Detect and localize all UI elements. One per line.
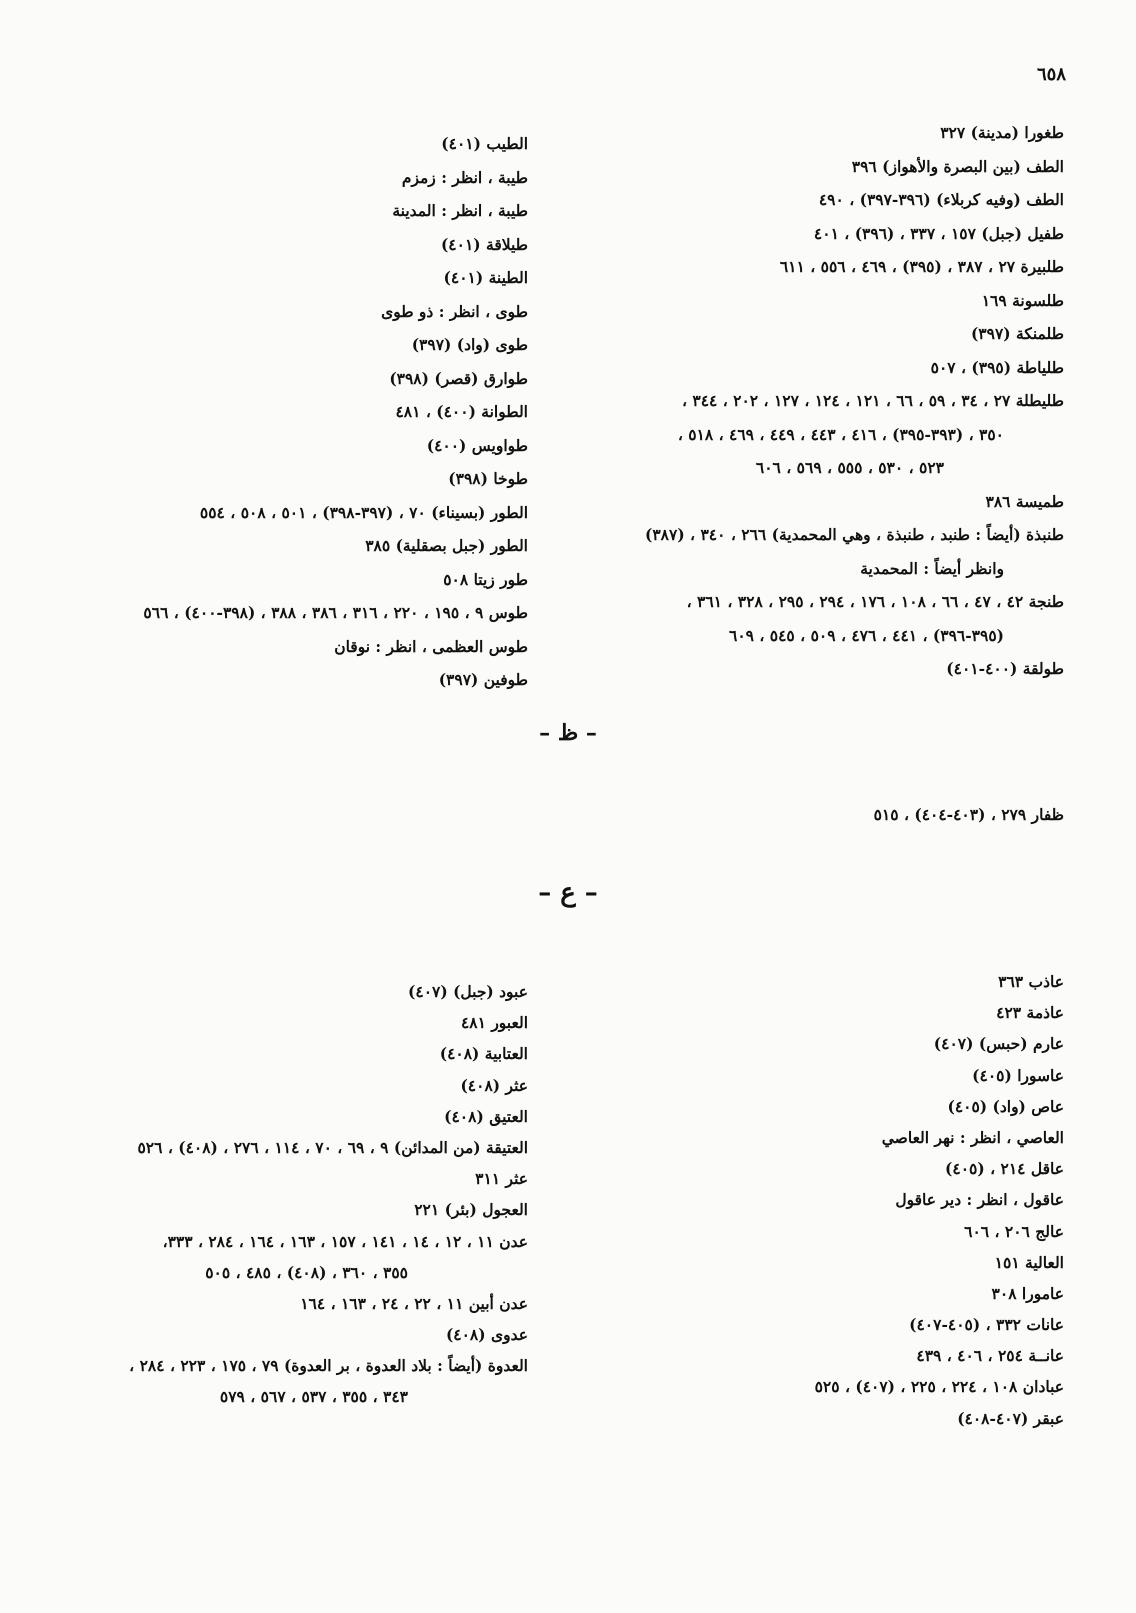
index-entry: عثر (٤٠٨)	[460, 1075, 528, 1095]
index-entry: طوارق (قصر) (٣٩٨)	[389, 368, 528, 388]
index-entry: عدن ١١ ، ١٢ ، ١٤ ، ١٤١ ، ١٥٧ ، ١٦٣ ، ١٦٤ ، ٢٨٤ ، ٣٣٣،	[162, 1231, 528, 1251]
index-entry: عارم (حبس) (٤٠٧)	[933, 1034, 1064, 1054]
index-entry-continuation: ٣٤٣ ، ٣٥٥ ، ٥٣٧ ، ٥٦٧ ، ٥٧٩	[219, 1387, 408, 1407]
index-entry: طغورا (مدينة) ٣٢٧	[940, 123, 1064, 142]
index-entry: طيلاقة (٤٠١)	[440, 234, 528, 254]
index-entry: عانات ٣٣٢ ، (٤٠٥-٤٠٧)	[909, 1315, 1064, 1335]
index-entry: طلبيرة ٢٧ ، ٣٨٧ ، (٣٩٥) ، ٤٦٩ ، ٥٥٦ ، ٦١١	[779, 257, 1064, 276]
index-entry: عاقول ، انظر : دير عاقول	[895, 1190, 1064, 1210]
index-column-ain-left	[48, 976, 528, 1413]
index-entry: عاذمة ٤٢٣	[996, 1003, 1064, 1023]
index-entry: الطيب (٤٠١)	[441, 134, 528, 153]
index-entry: العبور ٤٨١	[460, 1013, 528, 1033]
index-entry: عانــة ٢٥٤ ، ٤٠٦ ، ٤٣٩	[916, 1346, 1064, 1366]
index-entry: عاقل ٢١٤ ، (٤٠٥)	[945, 1159, 1064, 1179]
index-entry: الطف (بين البصرة والأهواز) ٣٩٦	[851, 156, 1064, 176]
index-entry: عبقر (٤٠٧-٤٠٨)	[957, 1408, 1064, 1428]
index-column-za	[584, 800, 1064, 830]
index-entry: طولقة (٤٠٠-٤٠١)	[946, 659, 1064, 678]
index-entry-continuation: ٥٢٣ ، ٥٣٠ ، ٥٥٥ ، ٥٦٩ ، ٦٠٦	[755, 458, 944, 477]
index-entry: العجول (بئر) ٢٢١	[414, 1200, 528, 1220]
index-entry: طواويس (٤٠٠)	[426, 435, 528, 455]
index-entry: طلسونة ١٦٩	[981, 290, 1064, 310]
index-entry: العتابية (٤٠٨)	[439, 1044, 528, 1064]
index-entry: عبود (جبل) (٤٠٧)	[408, 982, 528, 1001]
index-entry-continuation: ٣٥٥ ، ٣٦٠ ، (٤٠٨) ، ٤٨٥ ، ٥٠٥	[205, 1262, 408, 1282]
index-entry: عدن أبين ١١ ، ٢٢ ، ٢٤ ، ١٦٣ ، ١٦٤	[300, 1293, 528, 1313]
index-entry: طوخا (٣٩٨)	[448, 469, 528, 488]
index-entry: طوى ، انظر : ذو طوى	[381, 301, 528, 321]
index-entry: طوفين (٣٩٧)	[438, 670, 528, 689]
index-entry: عاص (واد) (٤٠٥)	[947, 1096, 1064, 1116]
index-entry: عاسورا (٤٠٥)	[972, 1065, 1064, 1085]
index-entry-continuation: (٣٩٥-٣٩٦) ، ٤٤١ ، ٤٧٦ ، ٥٠٩ ، ٥٤٥ ، ٦٠٩	[729, 625, 1004, 645]
index-column-ta-left	[48, 127, 528, 697]
index-entry: الطوانة (٤٠٠) ، ٤٨١	[395, 402, 528, 421]
index-entry: العتيقة (من المدائن) ٩ ، ٦٩ ، ٧٠ ، ١١٤ ، ٢٧٦ ، (٤٠٨) ، ٥٢٦	[137, 1137, 528, 1157]
index-entry: عبادان ١٠٨ ، ٢٢٤ ، ٢٢٥ ، (٤٠٧) ، ٥٢٥	[814, 1377, 1064, 1397]
index-entry: طميسة ٣٨٦	[985, 491, 1064, 511]
index-entry: الطينة (٤٠١)	[443, 268, 528, 287]
index-entry: عثر ٣١١	[475, 1169, 528, 1189]
index-entry: طوس ٩ ، ١٩٥ ، ٢٢٠ ، ٣١٦ ، ٣٨٦ ، ٣٨٨ ، (٣٩٨-٤٠٠) ، ٥٦٦	[143, 603, 528, 622]
section-heading-za: – ظ –	[539, 720, 597, 746]
index-entry: ظفار ٢٧٩ ، (٤٠٣-٤٠٤) ، ٥١٥	[873, 805, 1064, 824]
index-entry: طنجة ٤٢ ، ٤٧ ، ٦٦ ، ١٠٨ ، ١٧٦ ، ٢٩٤ ، ٢٩٥ ، ٣٢٨ ، ٣٦١ ،	[686, 592, 1064, 611]
index-entry: طور زيتا ٥٠٨	[443, 569, 528, 589]
index-entry: طفيل (جبل) ١٥٧ ، ٣٣٧ ، (٣٩٦) ، ٤٠١	[813, 223, 1064, 243]
index-entry: العالية ١٥١	[994, 1252, 1064, 1272]
index-column-ta-right	[584, 116, 1064, 686]
index-entry: عدوى (٤٠٨)	[445, 1325, 528, 1345]
index-entry: طلياطة (٣٩٥) ، ٥٠٧	[930, 357, 1064, 377]
index-entry: الطور (جبل بصقلية) ٣٨٥	[365, 536, 528, 555]
section-heading-ain: – ع –	[538, 878, 598, 908]
index-entry: الطور (بسيناء) ٧٠ ، (٣٩٧-٣٩٨) ، ٥٠١ ، ٥٠٨ ، ٥٥٤	[199, 502, 528, 522]
index-entry: العتيق (٤٠٨)	[444, 1106, 528, 1126]
index-entry: طيبة ، انظر : زمزم	[401, 167, 528, 187]
index-entry: العدوة (أيضاً : بلاد العدوة ، بر العدوة) ٧٩ ، ١٧٥ ، ٢٢٣ ، ٢٨٤ ،	[129, 1356, 528, 1376]
index-entry: طيبة ، انظر : المدينة	[392, 201, 528, 220]
index-entry: الطف (وفيه كربلاء) (٣٩٦-٣٩٧) ، ٤٩٠	[818, 190, 1064, 209]
page-number: ٦٥٨	[1036, 64, 1066, 85]
index-entry-continuation: ٣٥٠ ، (٣٩٣-٣٩٥) ، ٤١٦ ، ٤٤٣ ، ٤٤٩ ، ٤٦٩ ، ٥١٨ ،	[677, 424, 1004, 444]
index-entry: عاذب ٣٦٣	[998, 972, 1064, 991]
index-column-ain-right	[584, 966, 1064, 1434]
index-entry: عالج ٢٠٦ ، ٦٠٦	[964, 1221, 1064, 1241]
index-entry: العاصي ، انظر : نهر العاصي	[881, 1127, 1064, 1147]
index-entry: طوس العظمى ، انظر : نوقان	[334, 636, 528, 656]
index-entry-continuation: وانظر أيضاً : المحمدية	[860, 558, 1004, 578]
index-entry: طلمنكة (٣٩٧)	[970, 324, 1064, 343]
index-entry: عامورا ٣٠٨	[991, 1283, 1064, 1303]
index-entry: طليطلة ٢٧ ، ٣٤ ، ٥٩ ، ٦٦ ، ١٢١ ، ١٢٤ ، ١٢٧ ، ٢٠٢ ، ٣٤٤ ،	[681, 391, 1064, 410]
index-entry: طنبذة (أيضاً : طنبد ، طنبذة ، وهي المحمدية) ٢٦٦ ، ٣٤٠ ، (٣٨٧)	[645, 525, 1064, 544]
index-entry: طوى (واد) (٣٩٧)	[411, 335, 528, 354]
